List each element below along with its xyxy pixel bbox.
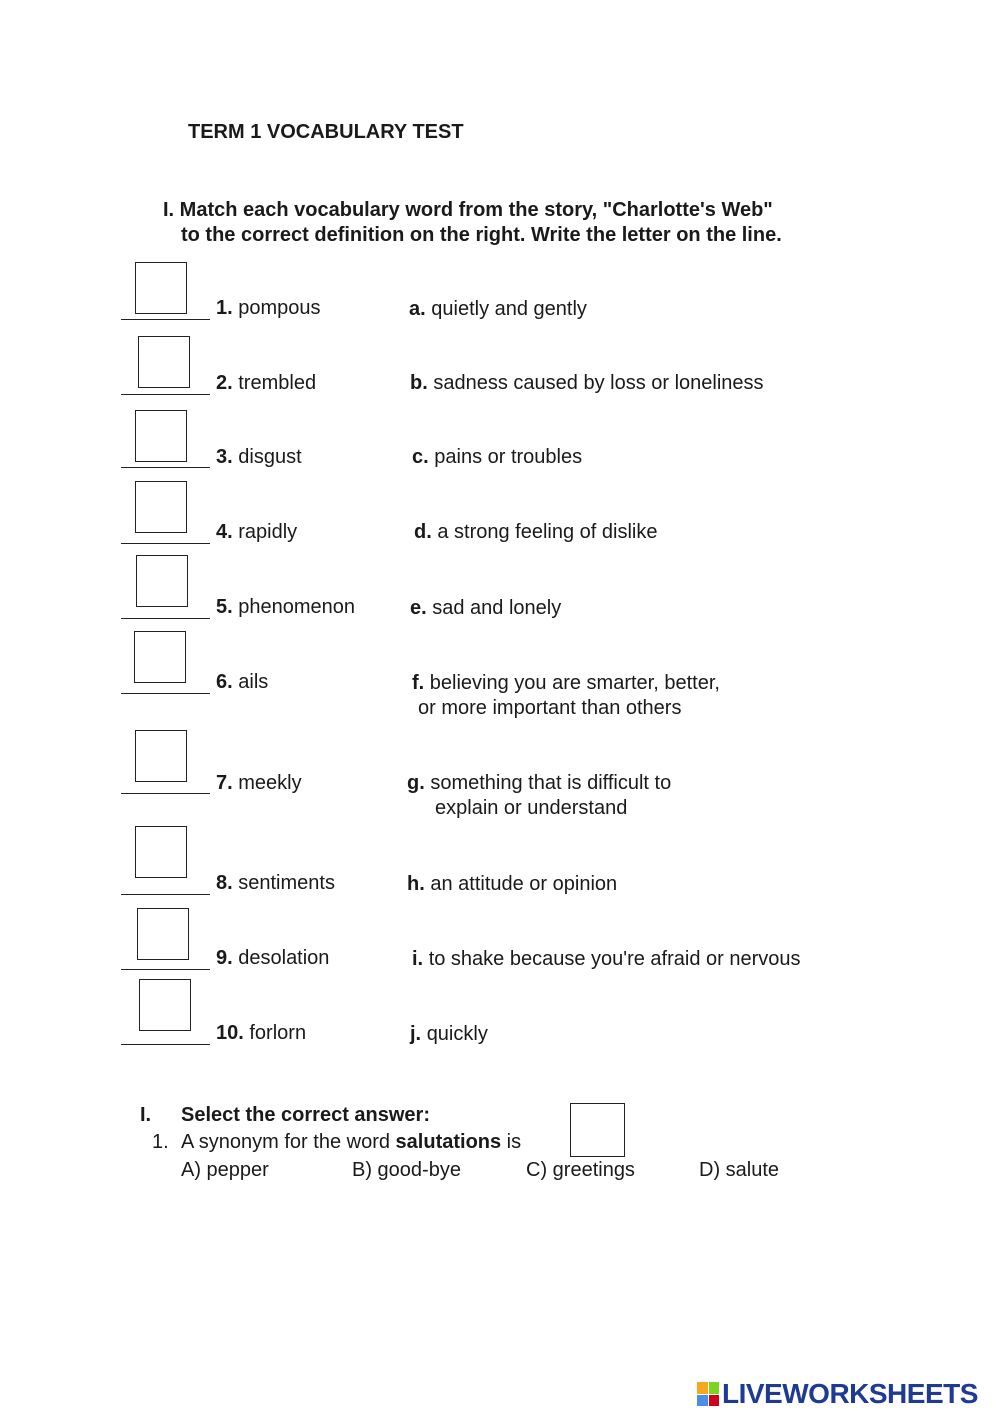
- section2-heading: Select the correct answer:: [181, 1104, 430, 1126]
- answer-line-10: [121, 1044, 210, 1045]
- instruction-line-1: I. Match each vocabulary word from the story, "Charlotte's Web": [163, 199, 773, 221]
- vocab-word-7: 7. meekly: [216, 772, 302, 794]
- vocab-word-2: 2. trembled: [216, 372, 317, 394]
- answer-box-3[interactable]: [135, 410, 187, 462]
- definition-a: a. quietly and gently: [409, 298, 587, 320]
- vocab-word-10: 10. forlorn: [216, 1022, 307, 1044]
- definition-h: h. an attitude or opinion: [407, 873, 618, 895]
- section2-roman-numeral: I.: [140, 1104, 152, 1126]
- question-1-keyword: salutations: [395, 1131, 502, 1153]
- vocab-word-4: 4. rapidly: [216, 521, 298, 543]
- option-c[interactable]: C) greetings: [526, 1159, 635, 1181]
- matching-instructions: [163, 198, 782, 248]
- vocab-word-9: 9. desolation: [216, 947, 330, 969]
- liveworksheets-logo: [697, 1378, 978, 1410]
- answer-box-7[interactable]: [135, 730, 187, 782]
- answer-box-9[interactable]: [137, 908, 189, 960]
- definition-d: d. a strong feeling of dislike: [414, 521, 658, 543]
- answer-line-3: [121, 467, 210, 468]
- vocab-word-8: 8. sentiments: [216, 872, 335, 894]
- vocab-word-1: 1. pompous: [216, 297, 321, 319]
- definition-g: g. something that is difficult to explain or understand: [407, 772, 672, 819]
- answer-line-7: [121, 793, 210, 794]
- answer-box-6[interactable]: [134, 631, 186, 683]
- answer-line-9: [121, 969, 210, 970]
- answer-box-8[interactable]: [135, 826, 187, 878]
- question-1-number: 1.: [152, 1131, 169, 1153]
- vocab-word-5: 5. phenomenon: [216, 596, 356, 618]
- option-a[interactable]: A) pepper: [181, 1159, 269, 1181]
- definition-j: j. quickly: [410, 1023, 488, 1045]
- answer-box-1[interactable]: [135, 262, 187, 314]
- question-1-answer-box[interactable]: [570, 1103, 625, 1157]
- answer-line-2: [121, 394, 210, 395]
- option-b[interactable]: B) good-bye: [352, 1159, 461, 1181]
- answer-line-4: [121, 543, 210, 544]
- answer-box-4[interactable]: [135, 481, 187, 533]
- definition-i: i. to shake because you're afraid or nervous: [412, 948, 801, 970]
- vocab-word-3: 3. disgust: [216, 446, 302, 468]
- answer-line-8: [121, 894, 210, 895]
- answer-box-2[interactable]: [138, 336, 190, 388]
- answer-line-5: [121, 618, 210, 619]
- option-d[interactable]: D) salute: [699, 1159, 780, 1181]
- answer-line-1: [121, 319, 210, 320]
- logo-grid-icon: [697, 1382, 719, 1406]
- answer-line-6: [121, 693, 210, 694]
- question-1-text: A synonym for the word salutations is: [181, 1131, 522, 1153]
- logo-text: LIVEWORKSHEETS: [722, 1378, 978, 1409]
- answer-box-10[interactable]: [139, 979, 191, 1031]
- definition-e: e. sad and lonely: [410, 597, 562, 619]
- instruction-line-2: to the correct definition on the right. Write the letter on the line.: [181, 224, 782, 246]
- definition-c: c. pains or troubles: [412, 446, 583, 468]
- definition-b: b. sadness caused by loss or loneliness: [410, 372, 764, 394]
- page-title: TERM 1 VOCABULARY TEST: [188, 121, 464, 143]
- vocab-word-6: 6. ails: [216, 671, 269, 693]
- answer-box-5[interactable]: [136, 555, 188, 607]
- definition-f: f. believing you are smarter, better, or more important than others: [412, 672, 720, 719]
